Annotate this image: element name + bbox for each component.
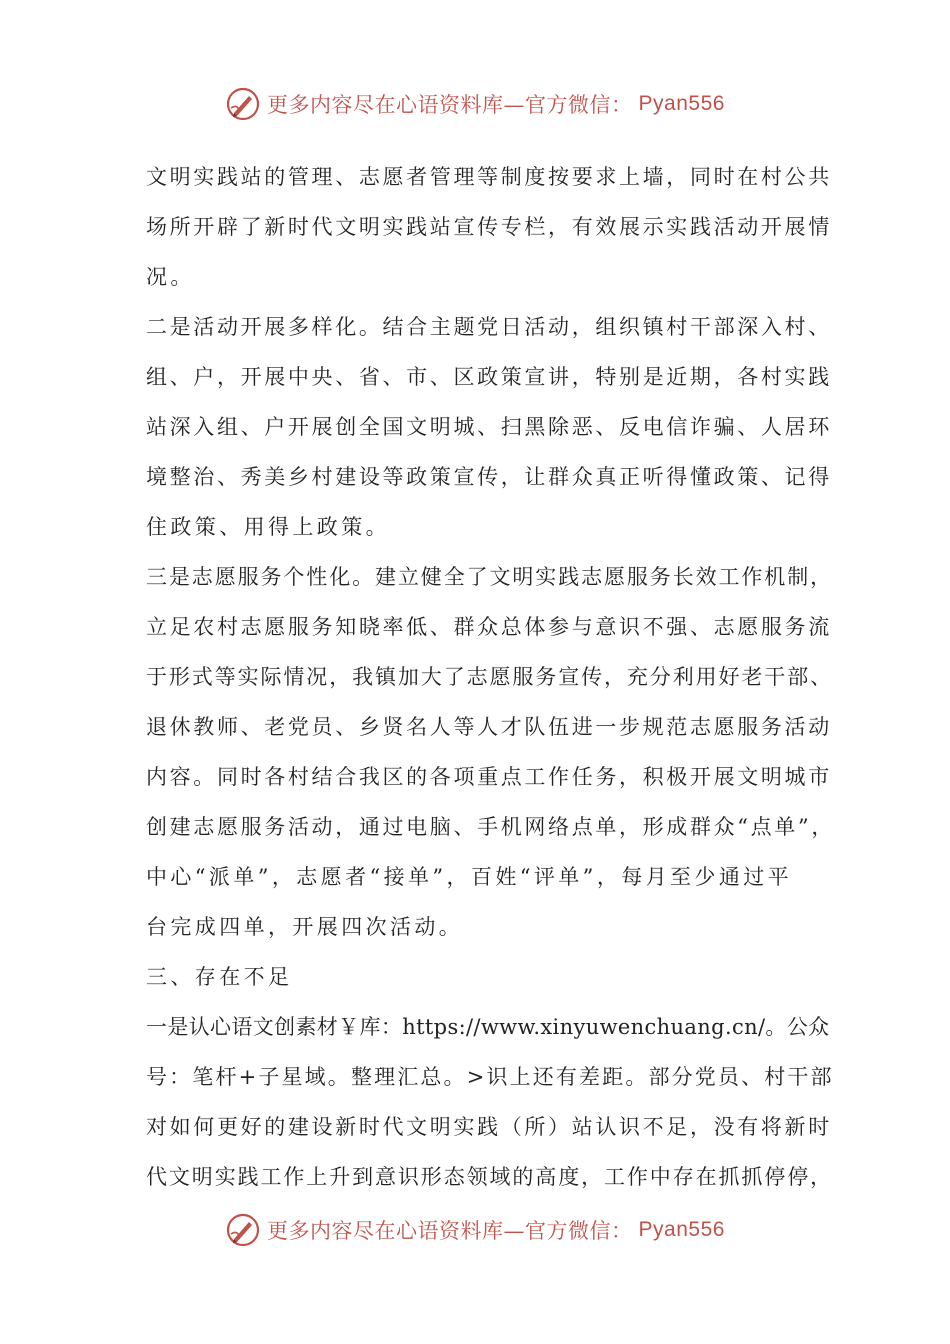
body-line: 代文明实践工作上升到意识形态领域的高度，工作中存在抓抓停停，	[146, 1165, 833, 1189]
footer-watermark-banner	[0, 1210, 950, 1250]
body-line: 二是活动开展多样化。结合主题党日活动，组织镇村干部深入村、	[146, 315, 832, 339]
banner-wechat-id: Pyan556	[638, 1218, 725, 1241]
body-line: 况。	[146, 265, 195, 289]
body-line: 中心“派单”，志愿者“接单”，百姓“评单”，每月至少通过平	[146, 865, 793, 889]
body-line: 退休教师、老党员、乡贤名人等人才队伍进一步规范志愿服务活动	[146, 715, 832, 739]
body-line: 场所开辟了新时代文明实践站宣传专栏，有效展示实践活动开展情	[146, 215, 832, 239]
body-line: 创建志愿服务活动，通过电脑、手机网络点单，形成群众“点单”，	[146, 815, 835, 839]
body-line: 于形式等实际情况，我镇加大了志愿服务宣传，充分利用好老干部、	[146, 665, 833, 689]
document-body	[146, 152, 835, 1202]
body-line: 境整治、秀美乡村建设等政策宣传，让群众真正听得懂政策、记得	[146, 465, 832, 489]
banner-text: 更多内容尽在心语资料库—官方微信：	[267, 1219, 633, 1243]
banner-text: 更多内容尽在心语资料库—官方微信：	[267, 93, 633, 117]
body-line: 站深入组、户开展创全国文明城、扫黑除恶、反电信诈骗、人居环	[146, 415, 832, 439]
body-line: 号：笔杆+子星域。整理汇总。>识上还有差距。部分党员、村干部	[146, 1065, 834, 1089]
section-heading: 三、存在不足	[146, 965, 293, 989]
body-line: 三是志愿服务个性化。建立健全了文明实践志愿服务长效工作机制，	[146, 565, 833, 589]
body-line: 一是认心语文创素材￥库：https://www.xinyuwenchuang.cn/。公众	[146, 1015, 830, 1039]
header-watermark-banner	[0, 84, 950, 124]
pen-circle-logo-icon	[225, 86, 261, 122]
body-line: 台完成四单，开展四次活动。	[146, 915, 464, 939]
body-line: 文明实践站的管理、志愿者管理等制度按要求上墙，同时在村公共	[146, 165, 832, 189]
banner-wechat-id: Pyan556	[638, 92, 725, 115]
body-line: 对如何更好的建设新时代文明实践（所）站认识不足，没有将新时	[146, 1115, 832, 1139]
body-line: 立足农村志愿服务知晓率低、群众总体参与意识不强、志愿服务流	[146, 615, 832, 639]
body-line: 组、户，开展中央、省、市、区政策宣讲，特别是近期，各村实践	[146, 365, 832, 389]
pen-circle-logo-icon	[225, 1212, 261, 1248]
body-line: 内容。同时各村结合我区的各项重点工作任务，积极开展文明城市	[146, 765, 832, 789]
body-line: 住政策、用得上政策。	[146, 515, 390, 539]
